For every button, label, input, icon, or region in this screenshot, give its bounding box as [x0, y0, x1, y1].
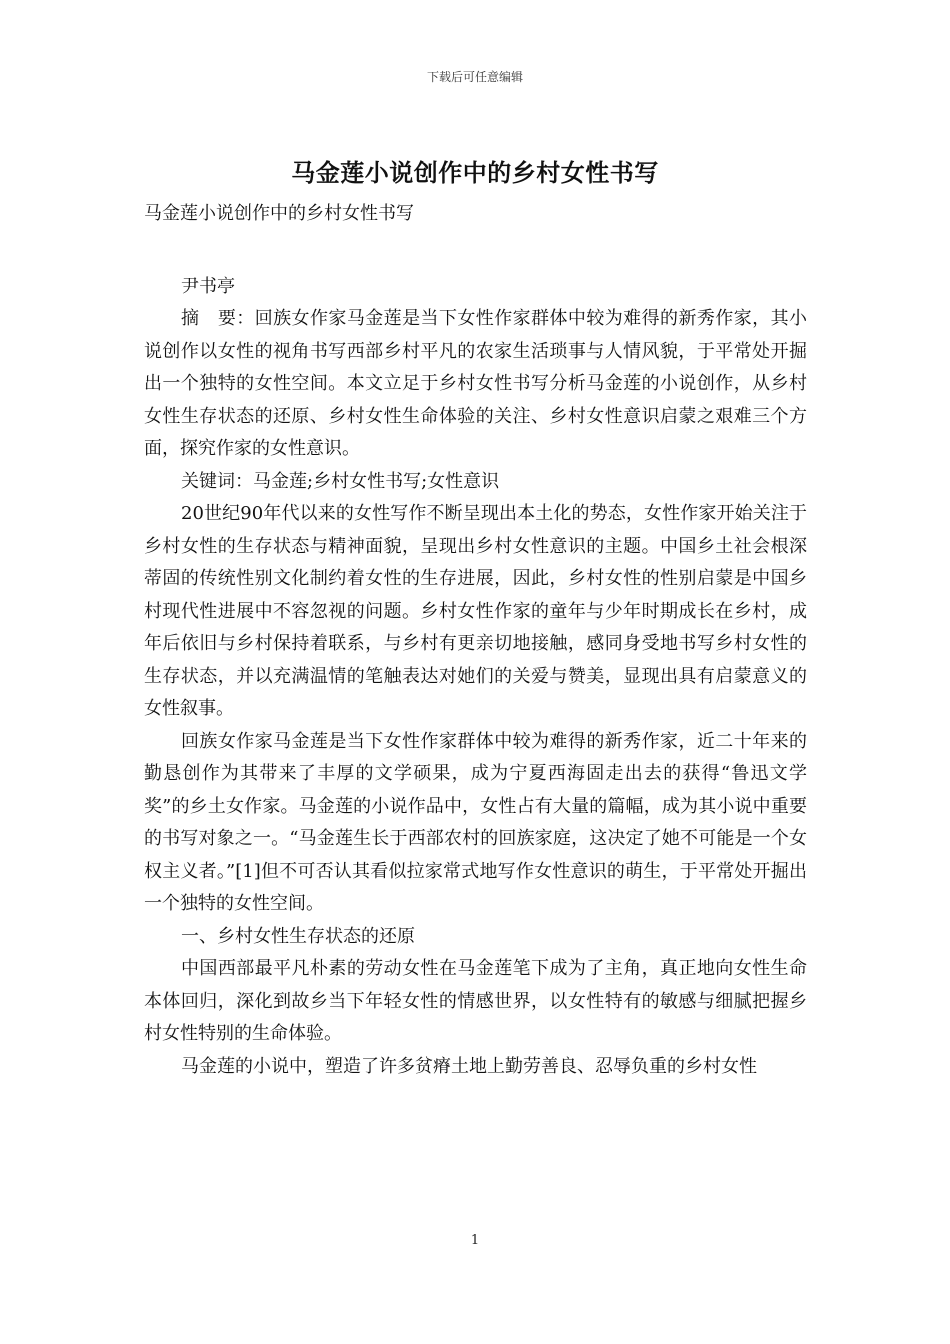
section-heading: 一、乡村女性生存状态的还原 — [181, 925, 415, 947]
page-number: 1 — [470, 1233, 480, 1248]
abstract-paragraph: 摘 要：回族女作家马金莲是当下女性作家群体中较为难得的新秀作家，其小说创作以女性的视角书写西部乡村平凡的农家生活琐事与人情风貌，于平常处开掘出一个独特的女性空间。本文立足于乡村女性书写分析马金莲的小说创作，从乡村女性生存状态的还原、乡村女性生命体验的关注、乡村女性意识启蒙之艰难三个方面，探究作家的女性意识。 — [144, 308, 807, 459]
spacer — [144, 231, 807, 271]
author-name: 尹书亭 — [181, 275, 235, 297]
keywords-line: 关键词：马金莲;乡村女性书写;女性意识 — [181, 470, 500, 492]
document-body — [144, 198, 807, 1083]
document-title: 马金莲小说创作中的乡村女性书写 — [291, 159, 659, 187]
body-paragraph: 回族女作家马金莲是当下女性作家群体中较为难得的新秀作家，近二十年来的勤恳创作为其带来了丰厚的文学硕果，成为宁夏西海固走出去的获得“鲁迅文学奖”的乡土女作家。马金莲的小说作品中，女性占有大量的篇幅，成为其小说中重要的书写对象之一。“马金莲生长于西部农村的回族家庭，这决定了她不可能是一个女权主义者。”[1]但不可否认其看似拉家常式地写作女性意识的萌生，于平常处开掘出一个独特的女性空间。 — [144, 730, 807, 914]
document-subtitle: 马金莲小说创作中的乡村女性书写 — [144, 203, 414, 224]
body-paragraph: 20世纪90年代以来的女性写作不断呈现出本土化的势态，女性作家开始关注于乡村女性的生存状态与精神面貌，呈现出乡村女性意识的主题。中国乡土社会根深蒂固的传统性别文化制约着女性的生存进展，因此，乡村女性的性别启蒙是中国乡村现代性进展中不容忽视的问题。乡村女性作家的童年与少年时期成长在乡村，成年后依旧与乡村保持着联系，与乡村有更亲切地接触，感同身受地书写乡村女性的生存状态，并以充满温情的笔触表达对她们的关爱与赞美，显现出具有启蒙意义的女性叙事。 — [144, 503, 807, 719]
body-paragraph: 马金莲的小说中，塑造了许多贫瘠土地上勤劳善良、忍辱负重的乡村女性 — [181, 1055, 757, 1077]
body-paragraph: 中国西部最平凡朴素的劳动女性在马金莲笔下成为了主角，真正地向女性生命本体回归，深化到故乡当下年轻女性的情感世界，以女性特有的敏感与细腻把握乡村女性特别的生命体验。 — [144, 958, 807, 1044]
page-header: 下载后可任意编辑 — [426, 70, 523, 84]
